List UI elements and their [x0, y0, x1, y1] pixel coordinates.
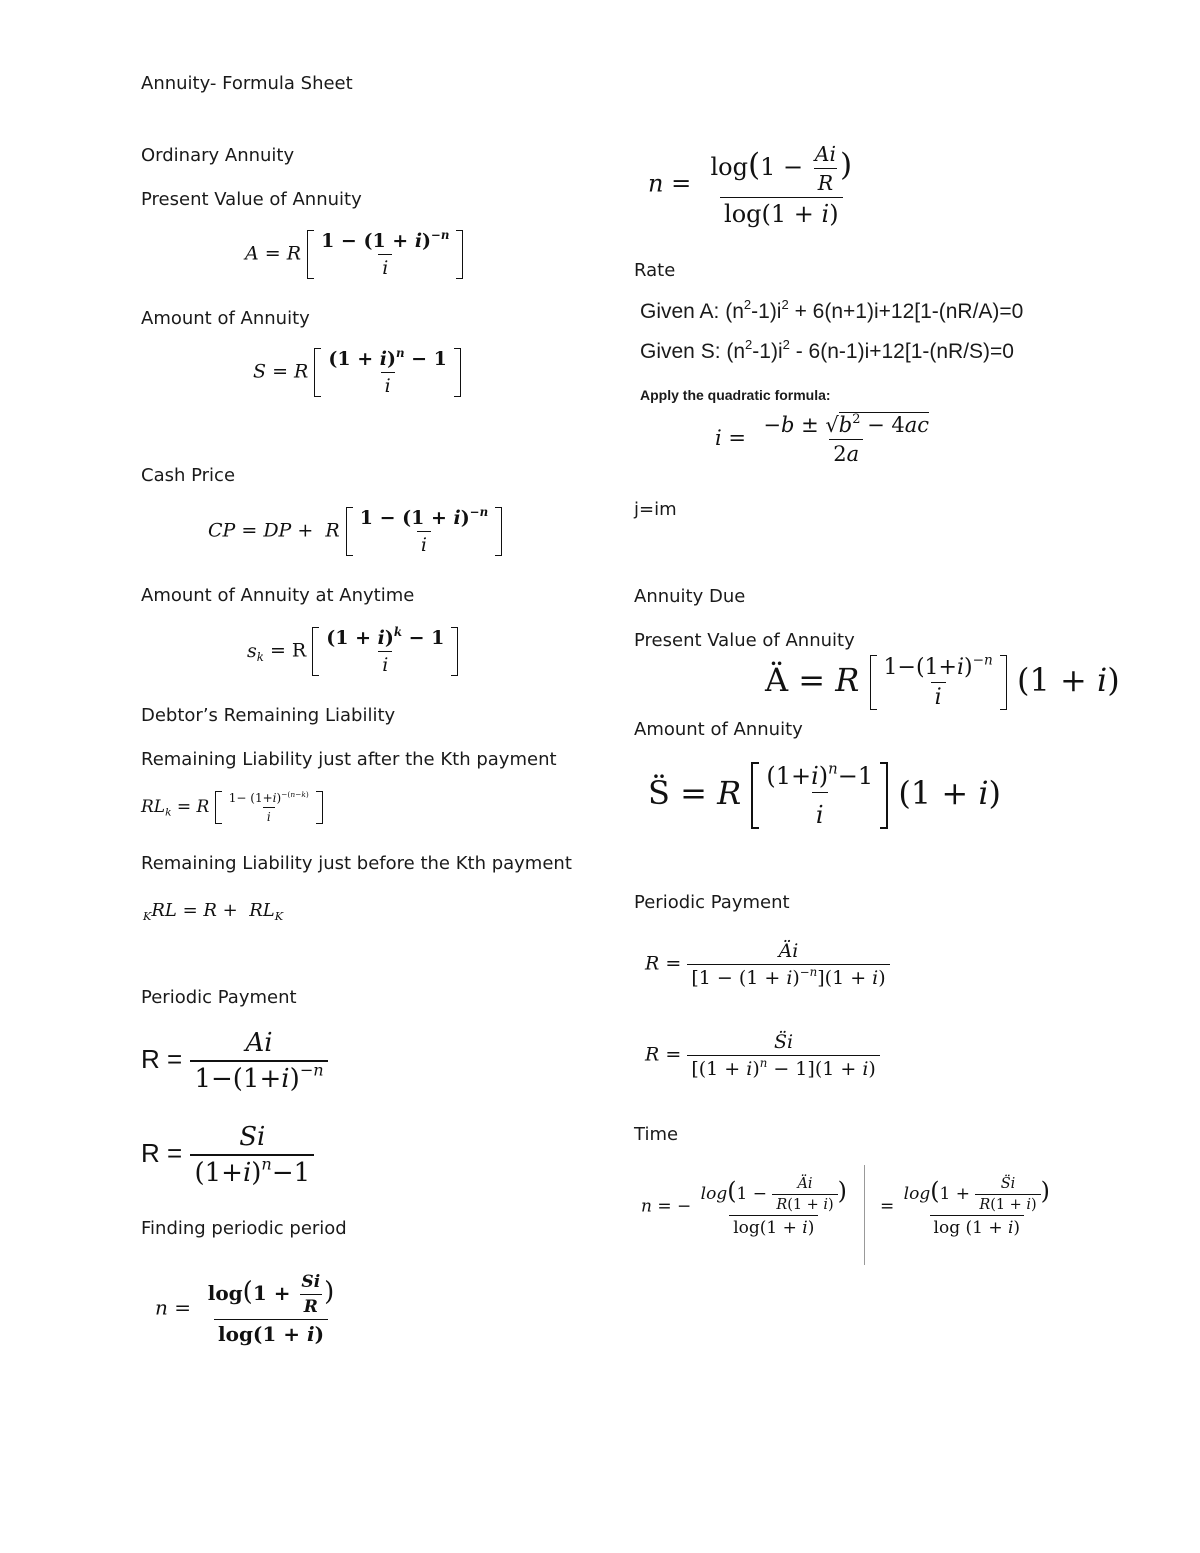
periodic-payment-due-label: Periodic Payment [634, 892, 790, 913]
pv-due-formula: Ä = R $\frac{1-(1+i)^{-n}}{i}$ (1 + i) [765, 652, 1120, 710]
divider-line [864, 1165, 865, 1265]
amount-due-formula: S̈ = R $\frac{(1+i)^n-1}{i}$ (1 + i) [648, 759, 1002, 829]
amount-anytime-formula: $s_k = R$ $\frac{(1 + i)^k - 1}{i}$ [247, 627, 458, 676]
pv-ordinary-formula: A = R $\frac{1 - (1 + i)^{-n}}{i}$ [245, 230, 463, 279]
periodic-payment-label: Periodic Payment [141, 987, 297, 1008]
annuity-due-heading: Annuity Due [634, 586, 746, 607]
periodic-payment-pv-formula: R = $\frac{Ai}{1-(1+i)^{-n}}$ [141, 1028, 328, 1094]
cash-price-formula: CP = DP + R $\frac{1 - (1 + i)^{-n}}{i}$ [208, 507, 502, 556]
liability-after-label: Remaining Liability just after the Kth payment [141, 749, 557, 770]
debtor-liability-label: Debtor’s Remaining Liability [141, 705, 396, 726]
finding-period-label: Finding periodic period [141, 1218, 347, 1239]
amount-annuity-label: Amount of Annuity [141, 308, 310, 329]
time-due-label: Time [634, 1124, 679, 1145]
time-due-formula-s: = log(1 + $\frac{S̈i}{R(1 + i)}$ ) log (1 + i) [880, 1176, 1050, 1238]
rate-given-a: Given A: $(n^2-1)i^2 + 6(n+1)i+12[1-(nR/A)=0$ [640, 296, 1024, 323]
periodic-payment-amount-formula: R = $\frac{Si}{(1+i)^n-1}$ [141, 1122, 314, 1188]
periodic-payment-due-pv-formula: R = $\frac{Äi}{[1 - (1 + i)^{-n}](1 + i)}$ [645, 940, 890, 989]
ordinary-annuity-heading: Ordinary Annuity [141, 145, 295, 166]
amount-anytime-label: Amount of Annuity at Anytime [141, 585, 415, 606]
page-title: Annuity- Formula Sheet [141, 73, 353, 94]
j-formula: j=im [634, 499, 677, 520]
amount-ordinary-formula: S = R $\frac{(1 + i)^n - 1}{i}$ [253, 348, 461, 397]
rate-given-s: Given S: $(n^2-1)i^2 - 6(n-1)i+12[1-(nR/S)=0$ [640, 336, 1014, 363]
liability-after-formula: $RL_k = R$ $\frac{1- (1+i)^{-(n-k)}}{i}$ [141, 791, 323, 824]
periodic-payment-due-amount-formula: R = $\frac{S̈i}{[(1 + i)^n - 1](1 + i)}$ [645, 1031, 880, 1080]
liability-before-formula: $_KRL = R + RL_K$ [143, 900, 284, 923]
time-due-formula-a: n = − log(1 − $\frac{Äi}{R(1 + i)}$ ) log(1 + i) [641, 1176, 847, 1238]
pv-annuity-label: Present Value of Annuity [141, 189, 362, 210]
finding-period-formula: n = log(1 + $\frac{Si}{R}$ ) log(1 + i) [155, 1272, 335, 1346]
amount-due-label: Amount of Annuity [634, 719, 803, 740]
pv-due-label: Present Value of Annuity [634, 630, 855, 651]
quadratic-label: Apply the quadratic formula: [640, 387, 831, 403]
quadratic-formula: i = $\frac{-b \pm √b^2 - 4ac}{2a}$ [715, 411, 930, 466]
rate-label: Rate [634, 260, 676, 281]
cash-price-label: Cash Price [141, 465, 236, 486]
liability-before-label: Remaining Liability just before the Kth payment [141, 853, 572, 874]
time-ordinary-formula: n = log(1 − $\frac{Ai}{R}$ ) log(1 + i) [648, 142, 853, 228]
